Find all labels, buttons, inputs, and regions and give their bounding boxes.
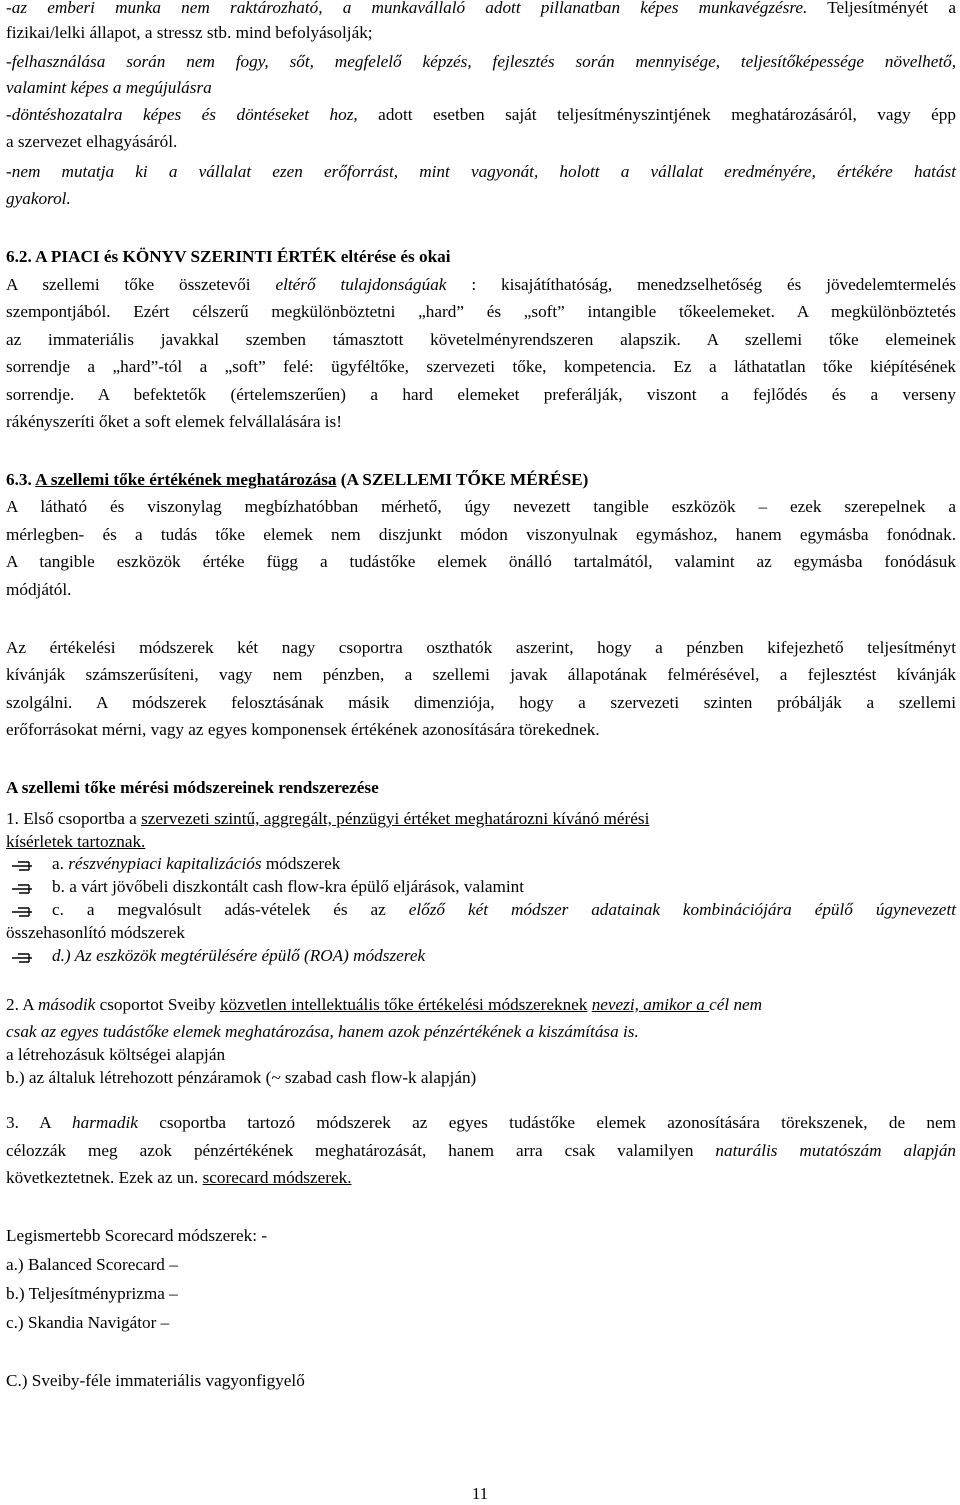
text: 3. A: [6, 1113, 73, 1132]
text-line: b.) az általuk létrehozott pénzáramok (~ szabad cash flow-k alapján): [6, 1068, 477, 1087]
italic-text: eltérő tulajdonságúak: [275, 275, 447, 294]
italic-text: cél nem: [709, 995, 763, 1014]
text-line: összehasonlító módszerek: [6, 923, 185, 942]
text: 2. A: [6, 995, 38, 1014]
text-line: A tangible eszközök értéke függ a tudástőke elemek önálló tartalmától, valamint az egymásba fonódásuk: [6, 552, 956, 571]
text: csoportot Sveiby: [95, 995, 220, 1014]
italic-text: naturális mutatószám alapján: [715, 1141, 957, 1160]
hand-pointer-icon: [10, 905, 36, 919]
text: A szellemi tőke összetevői: [6, 275, 276, 294]
list-item: a.) Balanced Scorecard –: [6, 1255, 178, 1274]
text: : kisajátíthatóság, menedzselhetőség és jövedelemtermelés: [446, 275, 957, 294]
text-line: szolgálni. A módszerek felosztásának másik dimenziója, hogy a szervezeti szinten próbálják a szellemi: [6, 693, 956, 712]
text-line: a szervezet elhagyásáról.: [6, 132, 178, 151]
underlined-text: szervezeti szintű, aggregált, pénzügyi értéket meghatározni kívánó mérési: [141, 809, 650, 828]
italic-text: második: [38, 995, 96, 1014]
text-line: -felhasználása során nem fogy, sőt, megfelelő képzés, fejlesztés során mennyisége, teljesítőképessége növelhető,: [6, 52, 956, 71]
underlined-text: közvetlen intellektuális tőke értékelési módszereknek: [219, 995, 588, 1014]
text-line: [6, 0, 956, 19]
text-line: [6, 1167, 956, 1189]
italic-text: előző két módszer adatainak kombinációjára épülő úgynevezett: [408, 900, 956, 919]
text-line: Az értékelési módszerek két nagy csoportra oszthatók aszerint, hogy a pénzben kifejezhető teljesítményt: [6, 638, 956, 657]
section-heading: [6, 246, 956, 268]
page-number: 11: [471, 1484, 489, 1503]
list-title: Legismertebb Scorecard módszerek: -: [6, 1226, 268, 1245]
text: módszerek: [261, 854, 341, 873]
heading-underlined: A szellemi tőke értékének meghatározása: [35, 470, 337, 489]
text-line: az immateriális javakkal szemben támasztott követelményrendszeren alapszik. A szellemi tőke elemeinek: [6, 330, 956, 349]
text-line: sorrendje. A befektetők (értelemszerűen) a hard elemeket preferálják, viszont a fejlődés és a verseny: [6, 385, 956, 404]
text-line: kísérletek tartoznak.: [6, 832, 146, 851]
hand-pointer-icon: [10, 951, 36, 965]
text-line: [6, 994, 956, 1016]
text-line: fizikai/lelki állapot, a stressz stb. mind befolyásolják;: [6, 23, 373, 42]
list-item: b.) Teljesítményprizma –: [6, 1284, 178, 1303]
text: c. a megvalósult adás-vételek és az: [52, 900, 409, 919]
text-line: mérlegben- és a tudás tőke elemek nem diszjunkt módon viszonyulnak egymáshoz, hanem egymásba fonódnak.: [6, 525, 956, 544]
hand-pointer-icon: [10, 859, 36, 873]
text-line: szempontjából. Ezért célszerű megkülönböztetni „hard” és „soft” intangible tőkeelemeket. A megkülönböztetés: [6, 302, 956, 321]
heading-rest: (A SZELLEMI TŐKE MÉRÉSE): [336, 470, 589, 489]
italic-text: -döntéshozatalra képes és döntéseket hoz,: [6, 105, 358, 124]
text-line: [6, 808, 956, 830]
list-item: [52, 899, 956, 921]
text-line: [6, 1140, 956, 1162]
italic-text: -az emberi munka nem raktározható, a munkavállaló adott pillanatban képes munkavégzésre.: [6, 0, 808, 17]
text: adott esetben saját teljesítményszintjének meghatározásáról, vagy épp: [357, 105, 956, 124]
heading-rest: eltérése és okai: [336, 247, 451, 266]
text-line: [6, 104, 956, 126]
text: célozzák meg azok pénzértékének meghatározását, hanem arra csak valamilyen: [6, 1141, 716, 1160]
heading-bold: 6.2. A PIACI és KÖNYV SZERINTI ÉRTÉK: [6, 247, 337, 266]
text-line: csak az egyes tudástőke elemek meghatározása, hanem azok pénzértékének a kiszámítása is.: [6, 1022, 639, 1041]
text-line: -nem mutatja ki a vállalat ezen erőforrást, mint vagyonát, holott a vállalat eredményére, értékére hatást: [6, 162, 956, 181]
list-item: c.) Skandia Navigátor –: [6, 1313, 170, 1332]
text-line: A látható és viszonylag megbízhatóbban mérhető, úgy nevezett tangible eszközök – ezek szerepelnek a: [6, 497, 956, 516]
text-line: valamint képes a megújulásra: [6, 78, 212, 97]
text-line: gyakorol.: [6, 189, 71, 208]
text: Teljesítményét a: [807, 0, 956, 17]
list-item: b. a várt jövőbeli diszkontált cash flow-kra épülő eljárások, valamint: [52, 877, 525, 896]
text-line: a létrehozásuk költségei alapján: [6, 1045, 226, 1064]
underlined-text: scorecard módszerek.: [202, 1168, 352, 1187]
heading-number: 6.3.: [6, 470, 36, 489]
text: 1. Első csoportba a: [6, 809, 142, 828]
list-item: d.) Az eszközök megtérülésére épülő (ROA) módszerek: [52, 946, 426, 965]
list-item: C.) Sveiby-féle immateriális vagyonfigyelő: [6, 1371, 305, 1390]
text-line: módjától.: [6, 580, 72, 599]
list-item: [52, 853, 956, 875]
italic-text: részvénypiaci kapitalizációs: [68, 854, 262, 873]
text-line: erőforrásokat mérni, vagy az egyes komponensek értékének azonosítására törekednek.: [6, 720, 600, 739]
section-heading: [6, 469, 956, 491]
text-line: sorrendje a „hard”-tól a „soft” felé: ügyféltőke, szervezeti tőke, kompetencia. Ez a láthatatlan tőke kiépítésének: [6, 357, 956, 376]
text: a.: [52, 854, 69, 873]
text-line: rákényszeríti őket a soft elemek felvállalására is!: [6, 412, 342, 431]
hand-pointer-icon: [10, 882, 36, 896]
text-line: [6, 1112, 956, 1134]
italic-text: harmadik: [72, 1113, 138, 1132]
text-line: kívánják számszerűsíteni, vagy nem pénzben, a szellemi javak állapotának felmérésével, a fejlesztést kívánják: [6, 665, 956, 684]
text-line: [6, 274, 956, 296]
text: következtetnek. Ezek az un.: [6, 1168, 203, 1187]
italic-underlined-text: nevezi, amikor a: [591, 995, 710, 1014]
subsection-heading: A szellemi tőke mérési módszereinek rendszerezése: [6, 778, 379, 797]
text: csoportba tartozó módszerek az egyes tudástőke elemek azonosítására törekszenek, de nem: [137, 1113, 956, 1132]
